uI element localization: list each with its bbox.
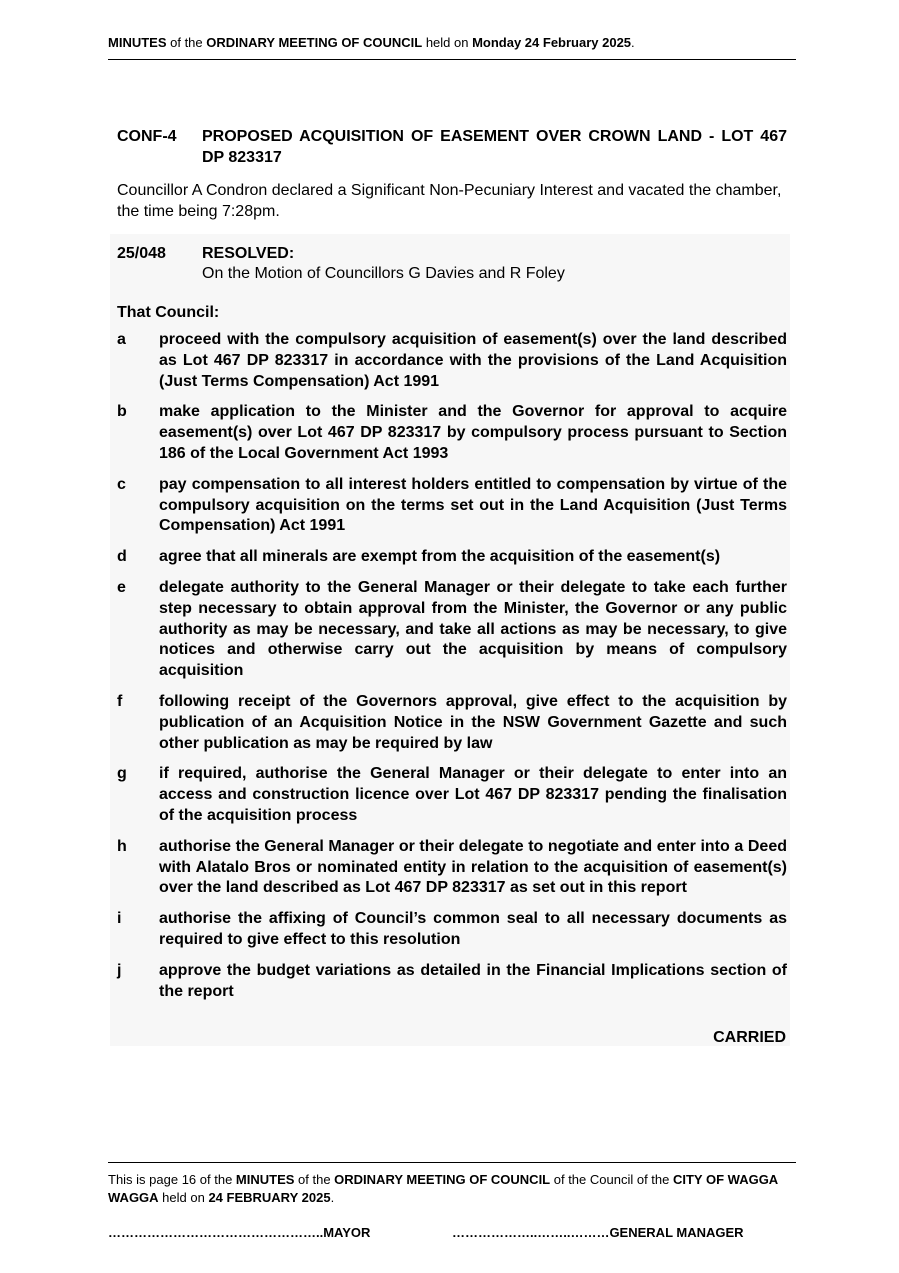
footer-council-name: CITY OF WAGGA WAGGA <box>108 1172 778 1205</box>
general-manager-signature-line: ………………..……..………GENERAL MANAGER <box>452 1225 744 1240</box>
header-text: held on <box>422 35 473 50</box>
item-letter: i <box>117 910 122 928</box>
resolution-item <box>117 402 787 464</box>
resolution-item <box>117 837 787 899</box>
item-text: proceed with the compulsory acquisition of easement(s) over the land described as Lot 467 DP 823317 in accordance with the provisions of the Land Acquisition (Just Terms Compensation) Act 1991 <box>159 331 787 390</box>
resolution-outcome: CARRIED <box>713 1029 786 1046</box>
item-letter: b <box>117 403 127 421</box>
resolution-label: RESOLVED: <box>202 245 295 262</box>
resolution-intro: That Council: <box>117 304 220 321</box>
resolution-item <box>117 578 787 682</box>
header-meeting-type: ORDINARY MEETING OF COUNCIL <box>206 35 423 50</box>
header-date: Monday 24 February 2025 <box>472 35 632 50</box>
footer-text: held on <box>158 1190 209 1205</box>
resolution-item <box>117 961 787 1003</box>
footer-text: . <box>330 1190 335 1205</box>
resolution-item <box>117 764 787 826</box>
header-text: of the <box>166 35 207 50</box>
item-title: PROPOSED ACQUISITION OF EASEMENT OVER CROWN LAND - LOT 467 DP 823317 <box>202 128 787 166</box>
footer-date: 24 FEBRUARY 2025 <box>208 1190 331 1205</box>
item-text: delegate authority to the General Manager or their delegate to take each further step necessary to obtain approval from the Minister, the Governor or any public authority as may be necessary, and take all actions as may be necessary, to give notices and otherwise carry out the acquisition by means of compulsory acquisition <box>159 578 787 680</box>
item-letter: j <box>117 961 122 979</box>
resolution-item <box>117 330 787 392</box>
resolution-item <box>117 909 787 951</box>
header-minutes: MINUTES <box>108 35 167 50</box>
item-text: make application to the Minister and the Governor for approval to acquire easement(s) over Lot 467 DP 823317 by compulsory process pursuant to Section 186 of the Local Government Act 1993 <box>159 403 787 462</box>
header-text: . <box>631 35 635 50</box>
resolution-motion: On the Motion of Councillors G Davies and R Foley <box>202 265 565 282</box>
resolution-item <box>117 475 787 537</box>
footer-divider <box>108 1162 796 1163</box>
item-text: agree that all minerals are exempt from the acquisition of the easement(s) <box>159 548 721 566</box>
item-letter: f <box>117 692 123 710</box>
footer-text: of the Council of the <box>550 1172 673 1187</box>
footer-text: This is page 16 of the <box>108 1172 236 1187</box>
footer-meeting-type: ORDINARY MEETING OF COUNCIL <box>334 1172 551 1187</box>
item-heading <box>117 126 787 168</box>
item-letter: e <box>117 578 126 596</box>
item-text: authorise the General Manager or their delegate to negotiate and enter into a Deed with Alatalo Bros or nominated entity in relation to the acquisition of easement(s) over the land described as Lot 467 DP 823317 as set out in this report <box>159 837 787 897</box>
page-header <box>108 34 796 52</box>
footer-text: of the <box>294 1172 335 1187</box>
item-code: CONF-4 <box>117 128 177 145</box>
item-letter: h <box>117 837 127 855</box>
resolution-number: 25/048 <box>117 245 166 262</box>
resolution-item <box>117 547 787 568</box>
item-letter: d <box>117 548 127 566</box>
item-letter: c <box>117 475 126 493</box>
resolution-item <box>117 692 787 754</box>
mayor-signature-line: …………………………………………..MAYOR <box>108 1225 371 1240</box>
item-letter: a <box>117 331 126 348</box>
item-letter: g <box>117 765 127 783</box>
footer-minutes: MINUTES <box>235 1172 295 1187</box>
item-text: following receipt of the Governors approval, give effect to the acquisition by publication of an Acquisition Notice in the NSW Government Gazette and such other publication as may be required by law <box>159 692 787 752</box>
item-text: pay compensation to all interest holders entitled to compensation by virtue of the compulsory acquisition on the terms set out in the Land Acquisition (Just Terms Compensation) Act 1991 <box>159 475 787 535</box>
item-text: authorise the affixing of Council’s common seal to all necessary documents as required to give effect to this resolution <box>159 910 787 948</box>
resolution-list <box>117 330 787 1012</box>
page-footer <box>108 1171 796 1207</box>
header-divider <box>108 59 796 60</box>
interest-declaration: Councillor A Condron declared a Significant Non-Pecuniary Interest and vacated the chamber, the time being 7:28pm. <box>117 182 782 220</box>
item-text: if required, authorise the General Manager or their delegate to enter into an access and construction licence over Lot 467 DP 823317 pending the finalisation of the acquisition process <box>159 765 787 824</box>
item-text: approve the budget variations as detailed in the Financial Implications section of the report <box>159 961 787 1000</box>
